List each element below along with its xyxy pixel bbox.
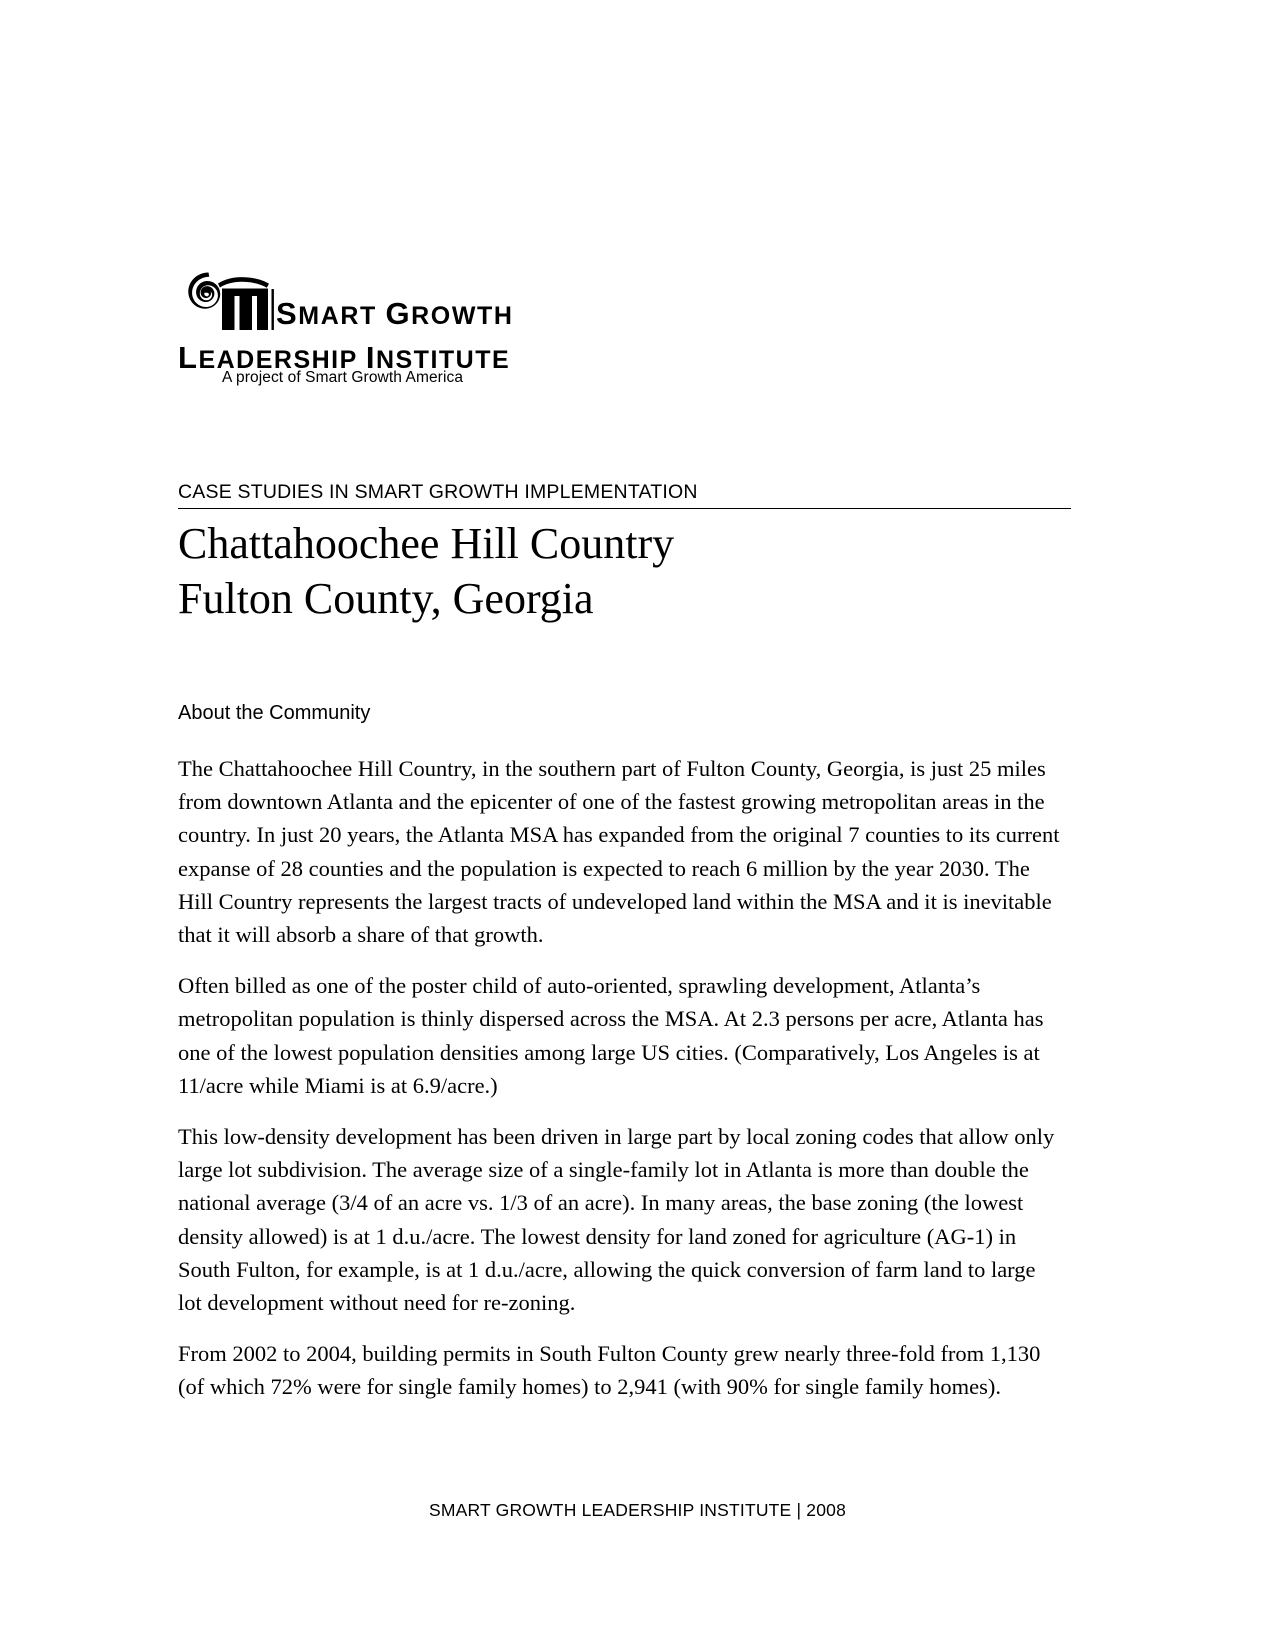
logo-mark-row bbox=[178, 262, 598, 334]
paragraph: The Chattahoochee Hill Country, in the southern part of Fulton County, Georgia, is just 25 miles from downtown Atlanta and the epicenter of one of the fastest growing metropolitan areas in the country. In just 20 years, the Atlanta MSA has expanded from the original 7 counties to its current expanse of 28 counties and the population is expected to reach 6 million by the year 2030. The Hill Country represents the largest tracts of undeveloped land within the MSA and it is inevitable that it will absorb a share of that growth. bbox=[178, 756, 1060, 948]
paragraph: This low-density development has been driven in large part by local zoning codes that allow only large lot subdivision. The average size of a single-family lot in Atlanta is more than double the national average (3/4 of an acre vs. 1/3 of an acre). In many areas, the base zoning (the lowest density allowed) is at 1 d.u./acre. The lowest density for land zoned for agriculture (AG-1) in South Fulton, for example, is at 1 d.u./acre, allowing the quick conversion of farm land to large lot development without need for re-zoning. bbox=[178, 1124, 1055, 1316]
header-divider bbox=[178, 508, 1071, 509]
organization-logo bbox=[178, 262, 598, 386]
logo-line2: LEADERSHIP INSTITUTE bbox=[178, 340, 511, 375]
section-heading-about-the-community: About the Community bbox=[178, 702, 371, 724]
series-kicker: CASE STUDIES IN SMART GROWTH IMPLEMENTATION bbox=[178, 481, 698, 503]
page-footer: SMART GROWTH LEADERSHIP INSTITUTE | 2008 bbox=[428, 1500, 847, 1520]
logo-line1: SMART GROWTH bbox=[276, 296, 514, 331]
page-title-line1: Chattahoochee Hill Country bbox=[178, 519, 675, 568]
paragraph: Often billed as one of the poster child of auto-oriented, sprawling development, Atlanta’s metropolitan population is thinly dispersed across the MSA. At 2.3 persons per acre, Atlanta has one of the lowest population densities among large US cities. (Comparatively, Los Angeles is at 11/acre while Miami is at 6.9/acre.) bbox=[178, 973, 1044, 1098]
logo-tagline: A project of Smart Growth America bbox=[222, 369, 464, 386]
ionic-column-logo-icon bbox=[178, 262, 290, 334]
paragraph: From 2002 to 2004, building permits in South Fulton County grew nearly three-fold from 1,130 (of which 72% were for single family homes) to 2,941 (with 90% for single family homes). bbox=[178, 1341, 1041, 1400]
page-title-line2: Fulton County, Georgia bbox=[178, 574, 594, 623]
page-title bbox=[178, 516, 1078, 626]
body-copy bbox=[178, 752, 1062, 1422]
